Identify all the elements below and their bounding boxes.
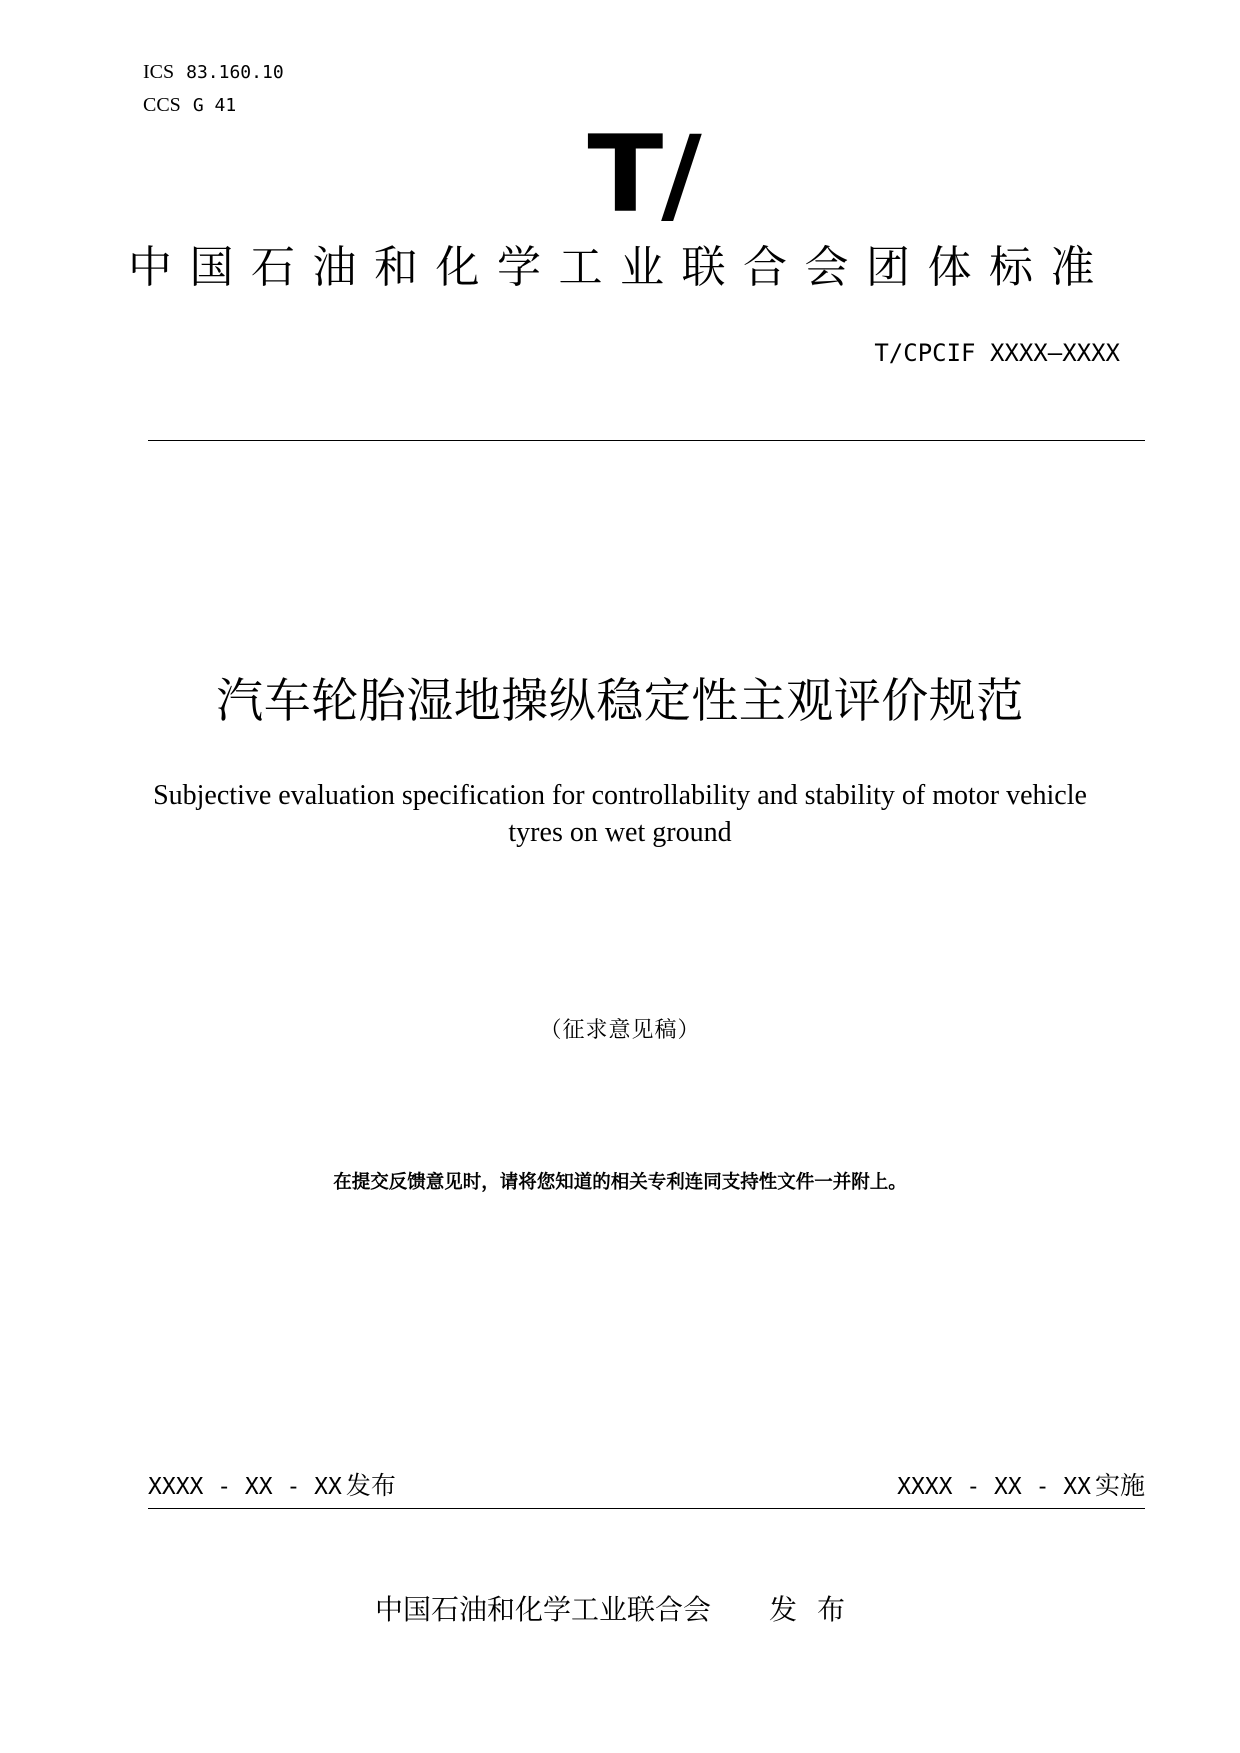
ics-classification bbox=[143, 60, 284, 85]
standard-number: T/CPCIF XXXX—XXXX bbox=[874, 339, 1120, 367]
ccs-classification bbox=[143, 93, 236, 118]
ccs-code: G 41 bbox=[192, 95, 237, 116]
issue-word: 发布 bbox=[345, 1471, 396, 1500]
organization-standard-heading: 中国石油和化学工业联合会团体标准 bbox=[128, 242, 1112, 293]
document-title-english: Subjective evaluation specification for controllability and stability of motor vehicle tyres on wet ground bbox=[153, 780, 1087, 848]
effective-date-block bbox=[897, 1469, 1145, 1504]
ccs-label: CCS bbox=[143, 94, 181, 116]
publisher-block bbox=[0, 1591, 1240, 1629]
publisher-name: 中国石油和化学工业联合会 bbox=[374, 1593, 711, 1626]
document-title-chinese: 汽车轮胎湿地操纵稳定性主观评价规范 bbox=[216, 674, 1024, 729]
draft-status-label: （征求意见稿） bbox=[539, 1018, 701, 1043]
group-standard-mark bbox=[0, 113, 1240, 236]
effective-date: XXXX - XX - XX bbox=[897, 1474, 1091, 1500]
issue-date: XXXX - XX - XX bbox=[148, 1474, 342, 1500]
publish-word: 发布 bbox=[769, 1593, 866, 1626]
patent-notice: 在提交反馈意见时，请将您知道的相关专利连同支持性文件一并附上。 bbox=[333, 1172, 907, 1193]
bottom-divider bbox=[148, 1508, 1145, 1509]
standard-mark-text: T/ bbox=[587, 113, 701, 236]
top-divider bbox=[148, 440, 1145, 441]
issue-date-block bbox=[148, 1469, 396, 1504]
ics-label: ICS bbox=[143, 61, 175, 83]
effective-word: 实施 bbox=[1094, 1471, 1145, 1500]
ics-code: 83.160.10 bbox=[186, 62, 284, 83]
